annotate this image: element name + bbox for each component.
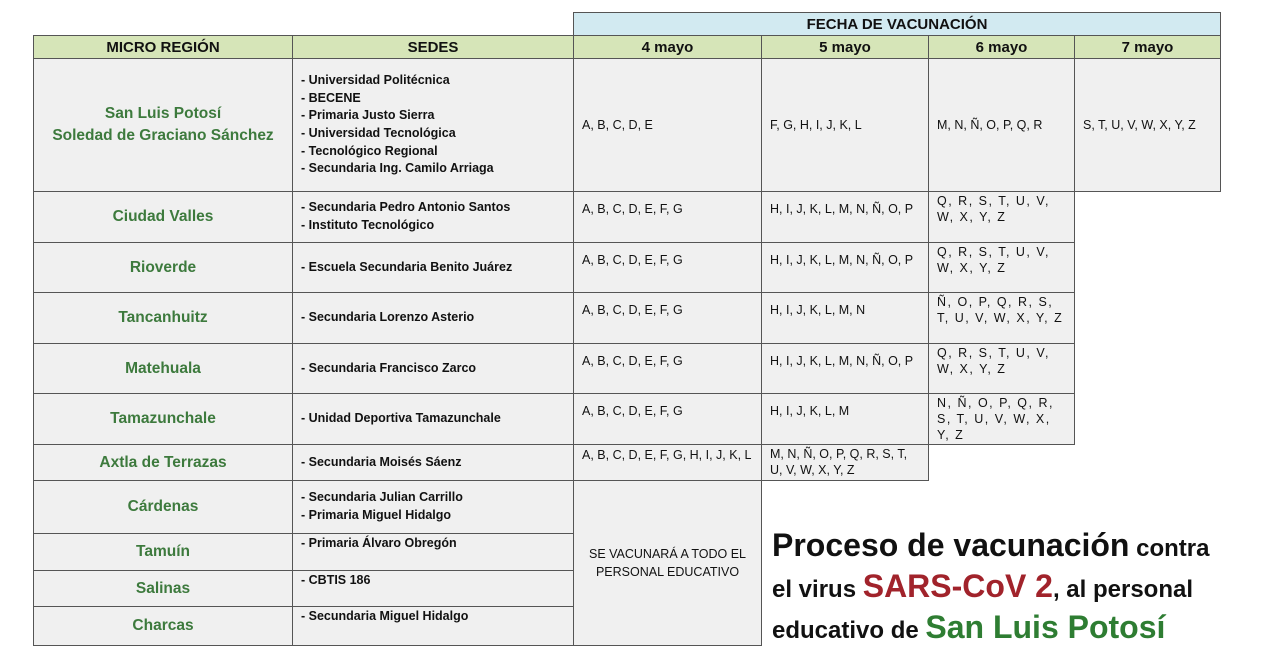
letters-5-mayo: H, I, J, K, L, M, N, Ñ, O, P	[761, 242, 929, 293]
region-name: Axtla de Terrazas	[99, 453, 227, 471]
region-san-luis-potosi	[33, 58, 293, 192]
sede-item: - Primaria Álvaro Obregón	[301, 536, 457, 550]
letters-4-mayo: A, B, C, D, E, F, G	[573, 242, 762, 293]
sedes-list	[292, 191, 574, 243]
sede-item: - Secundaria Pedro Antonio Santos	[301, 200, 511, 215]
sedes-list	[292, 606, 574, 646]
sedes-list	[292, 58, 574, 192]
day-header-5-mayo: 5 mayo	[761, 35, 929, 59]
region-name: Rioverde	[129, 258, 197, 276]
region-tamazunchale	[33, 393, 293, 445]
region-salinas	[33, 570, 293, 607]
region-name: Matehuala	[125, 359, 201, 377]
sedes-list	[292, 242, 574, 293]
region-name: Cárdenas	[127, 498, 199, 515]
virus-name: SARS-CoV 2	[862, 568, 1053, 604]
sede-item: - Primaria Justo Sierra	[301, 108, 435, 123]
letters-5-mayo: M, N, Ñ, O, P, Q, R, S, T, U, V, W, X, Y, Z	[761, 444, 929, 481]
sedes-header: SEDES	[292, 35, 574, 59]
region-name: Tamazunchale	[110, 410, 216, 427]
region-tancanhuitz	[33, 292, 293, 344]
sedes-list	[292, 480, 574, 534]
region-name: Charcas	[132, 617, 194, 634]
letters-6-mayo: Q, R, S, T, U, V, W, X, Y, Z	[928, 242, 1075, 293]
sede-item: - Secundaria Francisco Zarco	[301, 360, 477, 375]
sede-item: - Primaria Miguel Hidalgo	[301, 507, 452, 522]
state-name: San Luis Potosí	[925, 609, 1166, 645]
sedes-list	[292, 444, 574, 481]
letters-4-mayo: A, B, C, D, E, F, G	[573, 393, 762, 445]
sede-item: - Instituto Tecnológico	[301, 218, 435, 232]
letters-4-mayo: A, B, C, D, E, F, G, H, I, J, K, L	[573, 444, 762, 481]
letters-6-mayo: Q, R, S, T, U, V, W, X, Y, Z	[928, 191, 1075, 243]
headline-part: el virus	[772, 576, 863, 603]
sede-item: - Secundaria Moisés Sáenz	[301, 454, 462, 469]
sedes-list	[292, 533, 574, 571]
sede-item: - Secundaria Miguel Hidalgo	[301, 609, 469, 623]
sede-item: - BECENE	[301, 90, 361, 105]
region-name: Soledad de Graciano Sánchez	[52, 127, 274, 144]
headline-part: , al personal	[1052, 576, 1194, 603]
day-header-4-mayo: 4 mayo	[573, 35, 762, 59]
micro-region-header: MICRO REGIÓN	[33, 35, 293, 59]
sede-item: - Tecnológico Regional	[301, 143, 438, 158]
letters-6-mayo: Ñ, O, P, Q, R, S, T, U, V, W, X, Y, Z	[928, 292, 1075, 344]
letters-5-mayo: H, I, J, K, L, M, N, Ñ, O, P	[761, 343, 929, 394]
region-name: Ciudad Valles	[112, 208, 214, 225]
sede-item: - Universidad Politécnica	[301, 73, 450, 88]
all-staff-note: SE VACUNARÁ A TODO EL PERSONAL EDUCATIVO	[573, 480, 762, 646]
headline-part: educativo de	[772, 617, 926, 644]
letters-5-mayo: H, I, J, K, L, M, N	[761, 292, 929, 344]
sede-item: - Universidad Tecnológica	[301, 126, 456, 140]
sedes-list	[292, 570, 574, 607]
letters-5-mayo: H, I, J, K, L, M, N, Ñ, O, P	[761, 191, 929, 243]
letters-6-mayo: Q, R, S, T, U, V, W, X, Y, Z	[928, 343, 1075, 394]
region-name: Tamuín	[136, 543, 190, 560]
sede-item: - Secundaria Lorenzo Asterio	[301, 310, 475, 325]
region-axtla-de-terrazas	[33, 444, 293, 481]
sedes-list	[292, 343, 574, 394]
day-header-7-mayo: 7 mayo	[1074, 35, 1221, 59]
sede-item: - CBTIS 186	[301, 573, 371, 587]
headline-part: contra	[1129, 535, 1210, 562]
letters-4-mayo: A, B, C, D, E, F, G	[573, 191, 762, 243]
letters-4-mayo: A, B, C, D, E, F, G	[573, 343, 762, 394]
region-name: Salinas	[135, 579, 191, 597]
region-charcas	[33, 606, 293, 646]
sede-item: - Secundaria Julian Carrillo	[301, 490, 463, 504]
letters-6-mayo: M, N, Ñ, O, P, Q, R	[928, 58, 1075, 192]
day-header-6-mayo: 6 mayo	[928, 35, 1075, 59]
region-name: San Luis Potosí	[104, 105, 222, 122]
region-rioverde	[33, 242, 293, 293]
sede-item: - Secundaria Ing. Camilo Arriaga	[301, 161, 494, 176]
region-name: Tancanhuitz	[118, 309, 208, 326]
letters-5-mayo: H, I, J, K, L, M	[761, 393, 929, 445]
region-cardenas	[33, 480, 293, 534]
region-ciudad-valles	[33, 191, 293, 243]
sede-item: - Escuela Secundaria Benito Juárez	[301, 259, 513, 274]
sedes-list	[292, 292, 574, 344]
letters-4-mayo: A, B, C, D, E, F, G	[573, 292, 762, 344]
campaign-headline	[772, 528, 1280, 651]
vaccination-date-header: FECHA DE VACUNACIÓN	[573, 12, 1221, 36]
letters-6-mayo: N, Ñ, O, P, Q, R, S, T, U, V, W, X, Y, Z	[928, 393, 1075, 445]
region-matehuala	[33, 343, 293, 394]
letters-5-mayo: F, G, H, I, J, K, L	[761, 58, 929, 192]
headline-part: Proceso de vacunación	[772, 527, 1130, 563]
region-tamuin	[33, 533, 293, 571]
sedes-list	[292, 393, 574, 445]
sede-item: - Unidad Deportiva Tamazunchale	[301, 411, 501, 426]
letters-4-mayo: A, B, C, D, E	[573, 58, 762, 192]
letters-7-mayo: S, T, U, V, W, X, Y, Z	[1074, 58, 1221, 192]
